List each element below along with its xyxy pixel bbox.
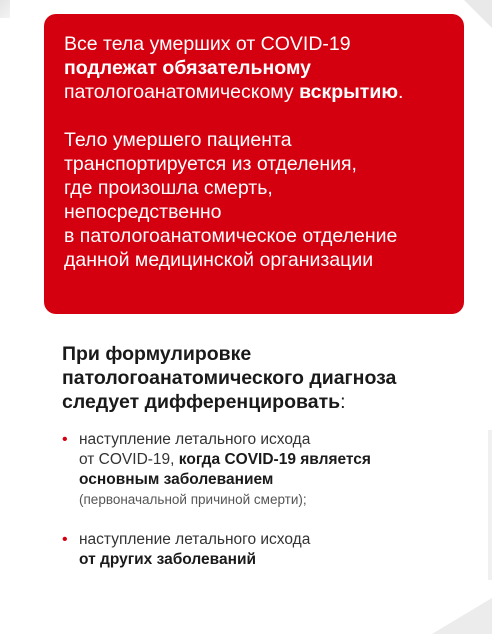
- bottom-right-corner-decoration: [432, 598, 492, 634]
- notice-line: патологоанатомическому: [64, 81, 300, 103]
- list-item-bold-text: основным заболеванием: [79, 471, 274, 488]
- list-item-other-diseases: [62, 530, 462, 570]
- list-item-text: наступление летального исхода: [79, 431, 311, 448]
- notice-line: данной медицинской организации: [64, 249, 374, 271]
- right-edge-decoration: [488, 430, 492, 580]
- top-left-edge-decoration: [0, 0, 10, 18]
- notice-paragraph-transport: [64, 128, 444, 272]
- notice-line: Все тела умерших от COVID-19: [64, 33, 351, 55]
- bullet-marker: •: [62, 431, 68, 448]
- list-item-text: от COVID-19,: [79, 451, 179, 468]
- differentiation-list: [62, 430, 462, 570]
- list-item-covid-death: [62, 430, 462, 510]
- heading-colon: :: [340, 391, 346, 413]
- notice-line: непосредственно: [64, 201, 222, 223]
- heading-line: следует дифференцировать: [62, 391, 341, 413]
- list-item-note: (первоначальной причиной смерти);: [79, 492, 307, 507]
- heading-line: патологоанатомического диагноза: [62, 367, 397, 389]
- heading-line: При формулировке: [62, 343, 252, 365]
- notice-line: в патологоанатомическое отделение: [64, 225, 398, 247]
- bullet-marker: •: [62, 531, 68, 548]
- notice-paragraph-autopsy: [64, 32, 444, 104]
- top-right-corner-decoration: [464, 0, 492, 28]
- list-item-bold-text: от других заболеваний: [79, 551, 257, 568]
- notice-line-bold: подлежат обязательному: [64, 57, 311, 79]
- list-item-bold-text: когда COVID-19 является: [178, 451, 371, 468]
- covid-autopsy-notice-card: [44, 14, 464, 314]
- notice-line: где произошла смерть,: [64, 177, 273, 199]
- notice-line: транспортируется из отделения,: [64, 153, 357, 175]
- notice-word-autopsy: вскрытию: [299, 81, 398, 103]
- notice-period: .: [397, 81, 404, 103]
- diagnosis-heading: [62, 342, 472, 414]
- list-item-text: наступление летального исхода: [79, 531, 311, 548]
- notice-line: Тело умершего пациента: [64, 129, 292, 151]
